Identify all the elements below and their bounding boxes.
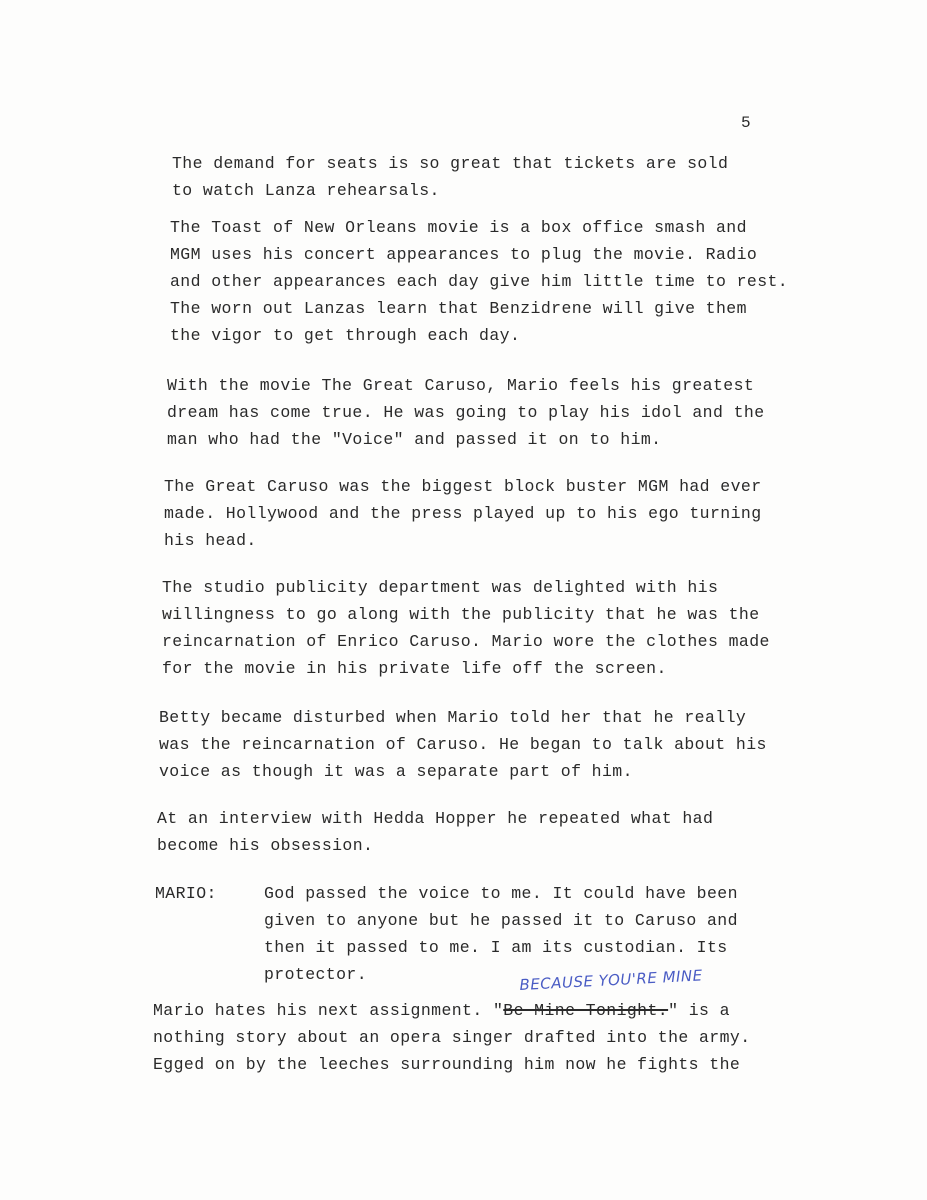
dialogue-speaker: MARIO: <box>155 884 217 903</box>
text-line: dream has come true. He was going to play his idol and the <box>167 403 765 422</box>
speech-line: God passed the voice to me. It could have been <box>264 884 738 903</box>
paragraph-hedda-hopper <box>157 805 713 859</box>
struck-title: Be Mine Tonight. <box>503 1001 669 1020</box>
text-line: was the reincarnation of Caruso. He began to talk about his <box>159 735 767 754</box>
text-line: The Toast of New Orleans movie is a box office smash and <box>170 218 747 237</box>
text-line: the vigor to get through each day. <box>170 326 521 345</box>
text-line: nothing story about an opera singer drafted into the army. <box>153 1028 751 1047</box>
text-line: At an interview with Hedda Hopper he repeated what had <box>157 809 714 828</box>
handwritten-annotation: BECAUSE YOU'RE MINE <box>519 966 704 994</box>
text-line <box>153 997 751 1024</box>
text-line: The demand for seats is so great that tickets are sold <box>172 154 729 173</box>
paragraph-publicity <box>162 574 770 682</box>
text-line: for the movie in his private life off the screen. <box>162 659 667 678</box>
speech-line: protector. <box>264 965 368 984</box>
text-line: to watch Lanza rehearsals. <box>172 181 440 200</box>
page-number: 5 <box>741 114 751 132</box>
text-line: The studio publicity department was delighted with his <box>162 578 719 597</box>
text-segment: Mario hates his next assignment. " <box>153 1001 504 1020</box>
speech-line: then it passed to me. I am its custodian. Its <box>264 938 728 957</box>
text-line: and other appearances each day give him little time to rest. <box>170 272 789 291</box>
text-line: his head. <box>164 531 257 550</box>
text-line: The worn out Lanzas learn that Benzidrene will give them <box>170 299 747 318</box>
text-line: become his obsession. <box>157 836 374 855</box>
paragraph-betty-disturbed <box>159 704 767 785</box>
text-line: Egged on by the leeches surrounding him now he fights the <box>153 1055 741 1074</box>
text-line: Betty became disturbed when Mario told her that he really <box>159 708 747 727</box>
paragraph-great-caruso-dream <box>167 372 765 453</box>
text-line: MGM uses his concert appearances to plug the movie. Radio <box>170 245 758 264</box>
text-line: voice as though it was a separate part of him. <box>159 762 633 781</box>
paragraph-block-buster <box>164 473 762 554</box>
text-line: reincarnation of Enrico Caruso. Mario wore the clothes made <box>162 632 770 651</box>
text-line: The Great Caruso was the biggest block buster MGM had ever <box>164 477 762 496</box>
text-segment: " is a <box>668 1001 730 1020</box>
speech-line: given to anyone but he passed it to Caruso and <box>264 911 738 930</box>
paragraph-next-assignment <box>153 997 751 1078</box>
text-line: With the movie The Great Caruso, Mario feels his greatest <box>167 376 755 395</box>
text-line: made. Hollywood and the press played up to his ego turning <box>164 504 762 523</box>
text-line: willingness to go along with the publicity that he was the <box>162 605 760 624</box>
text-line: man who had the "Voice" and passed it on to him. <box>167 430 662 449</box>
paragraph-toast-of-new-orleans <box>170 214 788 349</box>
paragraph-seats <box>172 150 728 204</box>
